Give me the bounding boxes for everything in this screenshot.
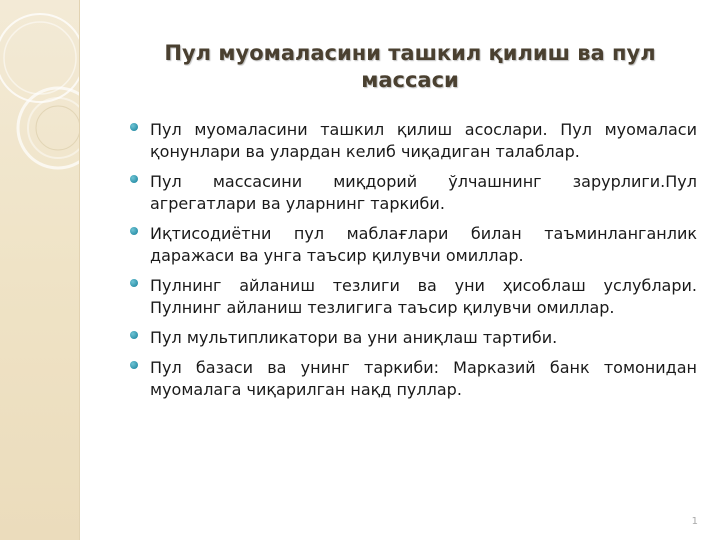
list-item <box>130 223 697 267</box>
list-item <box>130 171 697 215</box>
round-bullet-icon <box>130 361 138 369</box>
bullet-text: Иқтисодиётни пул маблағлари билан таъминланганлик даражаси ва унга таъсир қилувчи омиллар. <box>150 224 697 265</box>
round-bullet-icon <box>130 123 138 131</box>
bullet-text: Пул муомаласини ташкил қилиш асослари. Пул муомаласи қонунлари ва улардан келиб чиқадиган талаблар. <box>150 120 697 161</box>
bullet-list <box>130 119 697 409</box>
round-bullet-icon <box>130 279 138 287</box>
list-item <box>130 327 697 349</box>
list-item <box>130 357 697 401</box>
round-bullet-icon <box>130 227 138 235</box>
page-number: 1 <box>691 516 698 527</box>
round-bullet-icon <box>130 331 138 339</box>
list-item <box>130 275 697 319</box>
round-bullet-icon <box>130 175 138 183</box>
bullet-text: Пул базаси ва унинг таркиби: Марказий банк томонидан муомалага чиқарилган нақд пуллар. <box>150 358 697 399</box>
side-decoration-panel <box>0 0 80 540</box>
bullet-text: Пул массасини миқдорий ўлчашнинг зарурлиги.Пул агрегатлари ва уларнинг таркиби. <box>150 172 697 213</box>
bullet-text: Пулнинг айланиш тезлиги ва уни ҳисоблаш услублари. Пулнинг айланиш тезлигига таъсир қилувчи омиллар. <box>150 276 697 317</box>
slide-title: Пул муомаласини ташкил қилиш ва пул массаси <box>164 41 656 92</box>
ring-decoration <box>0 0 80 540</box>
bullet-text: Пул мультипликатори ва уни аниқлаш тартиби. <box>150 328 558 347</box>
list-item <box>130 119 697 163</box>
